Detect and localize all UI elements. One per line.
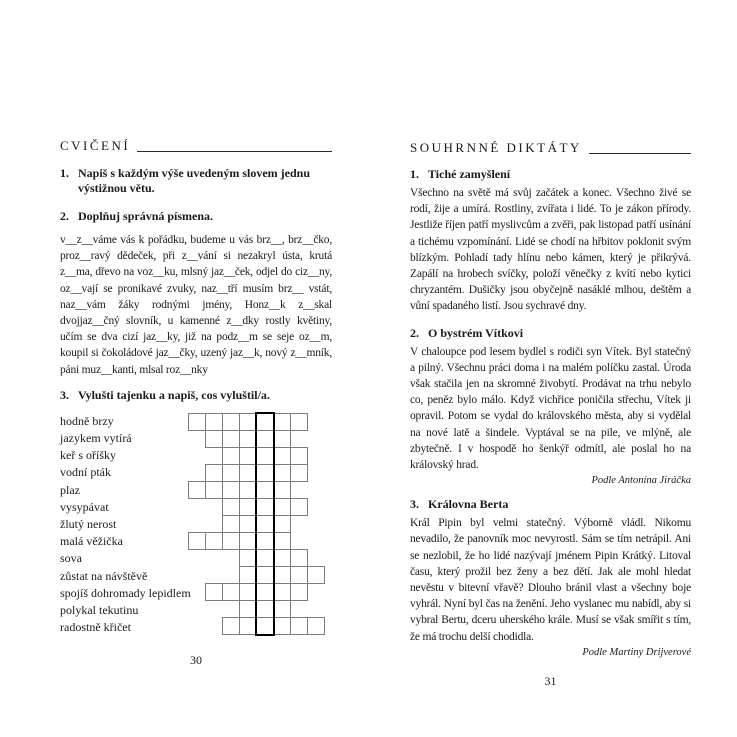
crossword-cell [290,464,308,482]
crossword-cell [222,515,240,533]
crossword-cell [222,498,240,516]
exercise-item-1 [60,166,332,196]
left-page [60,138,332,668]
crossword-cell [205,464,223,482]
section-title-text: Tiché zamyšlení [428,167,511,181]
crossword-cell [222,481,240,499]
crossword-cell [205,413,223,431]
crossword-cell [273,481,291,499]
crossword-cell [273,583,291,601]
dictation-section-3 [410,497,691,658]
right-page-header [410,140,691,156]
section-title [410,326,691,341]
fill-in-exercise-text: v__z__váme vás k pořádku, budeme u vás brz__, brz__čko, proz__ravý dědeček, při z__vání si nezakryl ústa, krutá z__ma, dřevo na voz__ku, mlsný jaz__ček, odjel do ciz__ny, oz__vají se pronikavé zvuky, naz__tří musím brz__ vstát, naz__vám žáky rodnými jmény, Honz__k z__skal dvojjaz__čný slovník, u kamenné z__dky rostly květiny, učím se dva cizí jaz__ky, již na podz__m se seje oz__m, koupil si čokoládové jaz__čky, uzený jaz__k, nový z__mník, páni muz__kanti, mlsal roz__nky [60,234,332,376]
left-page-title: CVIČENÍ [60,138,131,153]
section-text: Král Pipin byl velmi statečný. Výborně vládl. Nikomu nevadilo, že panovník moc nevyrostl. Sám se tím netrápil. Ani se nezlobil, že ho lidé nazývají jménem Pipin Krátký. Litoval času, který prožil bez ženy a bez dětí. Jak ale mohl hledat nevěstu v bitevní vřavě? Dlouho bránil vlast a všechny boje vyhrál. Nyní byl čas na ženění. Jeho vyslanec mu nabídl, aby si vybral Bertu, dceru uherského krále. Musí se však smířit s tím, že má trochu delší chodidla. [410,517,691,643]
item-number: 3. [60,387,69,402]
crossword-cell [307,566,325,584]
exercise-item-2 [60,209,332,224]
crossword-cell [205,532,223,550]
crossword-clue: hodně brzy [60,413,114,428]
crossword-cell [307,617,325,635]
crossword-grid [188,413,328,637]
exercise-item-3 [60,388,332,403]
crossword-cell [273,447,291,465]
item-number: 1. [60,166,69,180]
crossword-cell [222,583,240,601]
right-page-number: 31 [544,673,557,688]
crossword-cell [273,498,291,516]
crossword-cell [188,413,206,431]
crossword-clue: jazykem vytírá [60,431,132,446]
section-number: 2. [410,325,419,340]
left-page-number: 30 [190,652,202,667]
crossword-cell [290,617,308,635]
section-text: Všechno na světě má svůj začátek a konec. Všechno živé se rodí, žije a umírá. Rostliny, zvířata i lidé. To je zákon přírody. Jestliže říjen patří myslivcům a zvěři, pak listopad patří usínání a tichému vzpomínání. Lidé se chodí na hřbitov poklonit svým blízkým. Pohladí tady hlínu nebo kámen, který je přikrývá. Zapálí na hrobech svíčky, položí věnečky z kvítí nebo kytici chryzantém. Dušičky jsou obyčejně nasáklé mlhou, deštěm a vůní spadaného listí. Jsou sychravé dny. [410,187,691,313]
crossword-clue: plaz [60,482,80,497]
crossword-answer-column [255,412,275,636]
crossword-cell [273,549,291,567]
crossword-clue: vodní pták [60,465,111,480]
section-number: 1. [410,167,419,181]
crossword-cell [222,464,240,482]
crossword-cell [273,532,291,550]
crossword-clue: radostně křičet [60,620,131,635]
crossword-cell [188,481,206,499]
crossword-clue: malá věžička [60,534,123,549]
crossword-cell [222,447,240,465]
item-number: 2. [60,209,69,223]
section-number: 3. [410,497,419,512]
section-title-text: Královna Berta [428,497,509,512]
crossword-cell [290,583,308,601]
crossword-cell [273,617,291,635]
crossword-puzzle [60,413,332,637]
crossword-cell [290,447,308,465]
crossword-clue: žlutý nerost [60,517,117,532]
crossword-cell [273,566,291,584]
section-title-text: O bystrém Vítkovi [428,325,524,340]
crossword-cell [290,413,308,431]
crossword-clue: polykal tekutinu [60,603,139,618]
right-page-title: SOUHRNNÉ DIKTÁTY [410,140,582,155]
crossword-cell [205,481,223,499]
crossword-clue: vysypávat [60,499,109,514]
crossword-cell [273,413,291,431]
crossword-clue: keř s oříšky [60,448,116,463]
item-text: Doplňuj správná písmena. [78,209,214,223]
header-underline [589,153,691,154]
left-page-header [60,138,332,154]
crossword-cell [290,549,308,567]
crossword-cell [273,600,291,618]
header-underline [137,151,332,152]
author-attribution: Podle Martiny Drijverové [582,646,691,658]
section-text: V chaloupce pod lesem bydlel s rodiči syn Vítek. Byl statečný a pilný. Všechnu práci doma i na malém políčku zastal. Úroda však stačila jen na skromné živobytí. Prodávat na trhu nebylo co, peněz bylo málo. Když vichřice poničila střechu, Vítek ji opravil. Potom se vydal do královského města, aby si vydělal na nové latě a šindele. Vyptával se na pile, ve mlýně, ale zbytečně. I v hospodě ho šenkýř odmítl, ale poslal ho na královský hrad. [410,345,691,472]
crossword-cell [222,413,240,431]
item-text: Napiš s každým výše uvedeným slovem jednu výstižnou větu. [78,166,311,195]
crossword-clue-list [60,413,191,637]
crossword-cell [273,430,291,448]
dictation-section-2 [410,326,691,487]
crossword-cell [273,464,291,482]
crossword-cell [205,583,223,601]
crossword-cell [188,532,206,550]
crossword-clue: sova [60,551,82,566]
crossword-cell [290,566,308,584]
section-title [410,167,691,182]
section-title [410,497,691,512]
crossword-cell [222,617,240,635]
crossword-clue: zůstat na návštěvě [60,568,148,583]
item-text: Vylušti tajenku a napiš, cos vyluštil/a. [78,387,270,402]
crossword-cell [273,515,291,533]
crossword-clue: spojíš dohromady lepidlem [60,585,191,600]
crossword-cell [205,430,223,448]
right-page [410,140,691,689]
crossword-cell [222,430,240,448]
crossword-cell [290,498,308,516]
crossword-cell [222,532,240,550]
author-attribution: Podle Antonína Jiráčka [591,475,691,487]
dictation-section-1 [410,167,691,315]
